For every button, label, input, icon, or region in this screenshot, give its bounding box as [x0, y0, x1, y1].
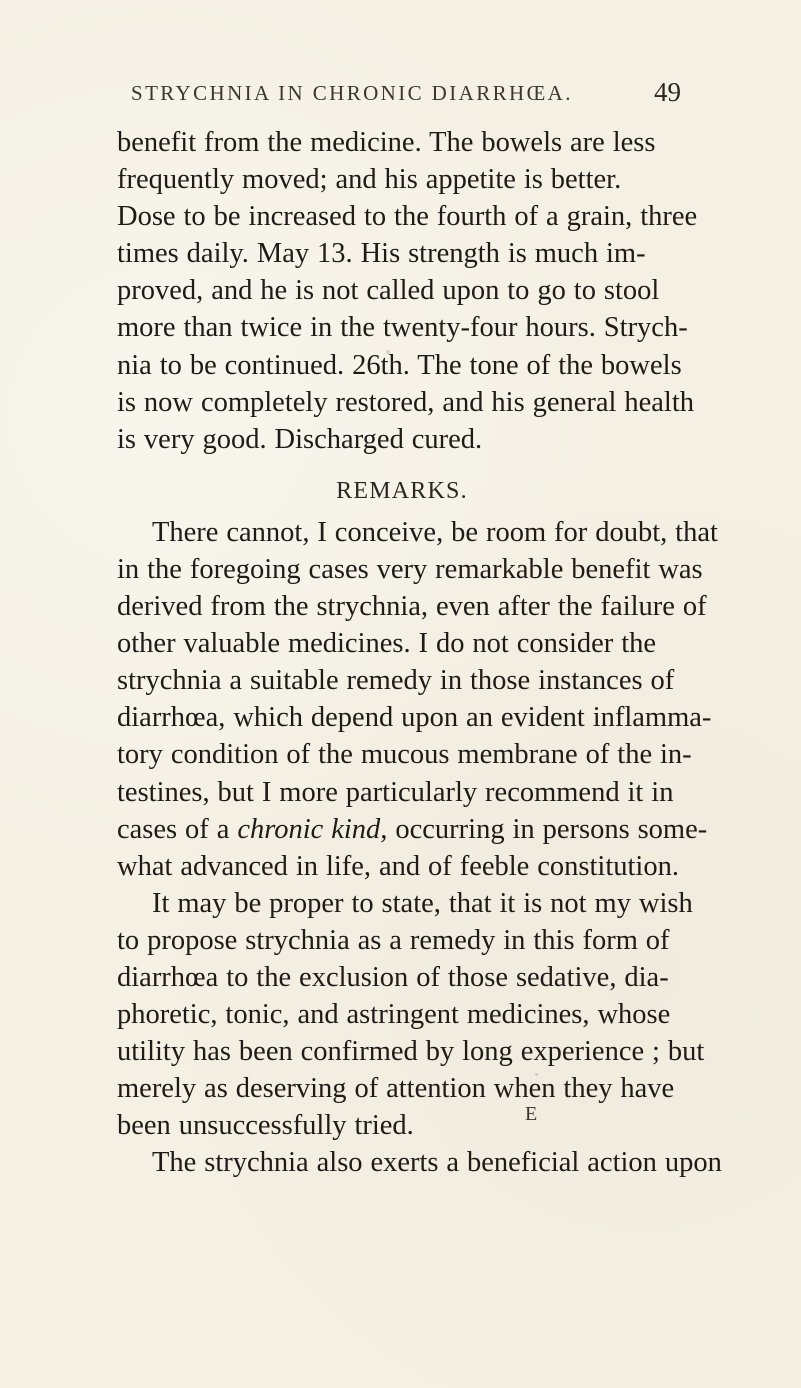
remarks-line-15: utility has been confirmed by long experience ; but: [117, 1036, 705, 1068]
remarks-line-12: to propose strychnia as a remedy in this form of: [117, 924, 670, 956]
remarks-line-1: There cannot, I conceive, be room for doubt, that: [152, 516, 718, 548]
remarks-line-4: other valuable medicines. I do not consider the: [117, 628, 657, 660]
remarks-line-7: tory condition of the mucous membrane of the in-: [117, 739, 692, 771]
remarks-line-5: strychnia a suitable remedy in those instances of: [117, 665, 675, 697]
signature-mark: E: [525, 1103, 538, 1125]
remarks-line-8: testines, but I more particularly recommend it in: [117, 776, 674, 808]
remarks-line-18: The strychnia also exerts a beneficial action upon: [152, 1147, 722, 1179]
body-line-1: benefit from the medicine. The bowels are less: [117, 127, 656, 158]
remarks-line-17: been unsuccessfully tried.: [117, 1110, 414, 1142]
remarks-line-9-italic: chronic kind,: [237, 813, 388, 845]
page-number: 49: [654, 77, 681, 107]
remarks-line-9-start: cases of a: [117, 813, 230, 845]
remarks-line-6: diarrhœa, which depend upon an evident inflamma-: [117, 702, 712, 734]
remarks-heading: REMARKS.: [336, 477, 468, 504]
remarks-line-13: diarrhœa to the exclusion of those sedative, dia-: [117, 961, 669, 993]
paper-speck: [535, 1073, 538, 1076]
remarks-line-11: It may be proper to state, that it is not my wish: [152, 887, 693, 919]
remarks-line-2: in the foregoing cases very remarkable benefit was: [117, 553, 703, 585]
remarks-line-9-end: occurring in persons some-: [395, 813, 708, 845]
paper-speck: [386, 350, 390, 354]
page-header: [0, 77, 801, 111]
remarks-line-9: [117, 811, 708, 848]
body-line-4: times daily. May 13. His strength is much im-: [117, 238, 646, 270]
body-line-5: proved, and he is not called upon to go to stool: [117, 275, 660, 307]
body-line-9: is very good. Discharged cured.: [117, 423, 483, 455]
page-body: [117, 124, 722, 1182]
body-line-7: nia to be continued. 26th. The tone of the bowels: [117, 349, 682, 381]
body-line-6: more than twice in the twenty-four hours. Strych-: [117, 312, 688, 344]
body-line-2: frequently moved; and his appetite is better.: [117, 164, 622, 196]
body-line-8: is now completely restored, and his general health: [117, 386, 695, 418]
running-head: STRYCHNIA IN CHRONIC DIARRHŒA.: [131, 81, 573, 105]
remarks-line-3: derived from the strychnia, even after the failure of: [117, 591, 707, 623]
remarks-line-10: what advanced in life, and of feeble constitution.: [117, 850, 679, 882]
remarks-line-14: phoretic, tonic, and astringent medicines, whose: [117, 999, 671, 1031]
body-line-3: Dose to be increased to the fourth of a grain, three: [117, 201, 698, 233]
remarks-line-16: merely as deserving of attention when they have: [117, 1073, 675, 1105]
